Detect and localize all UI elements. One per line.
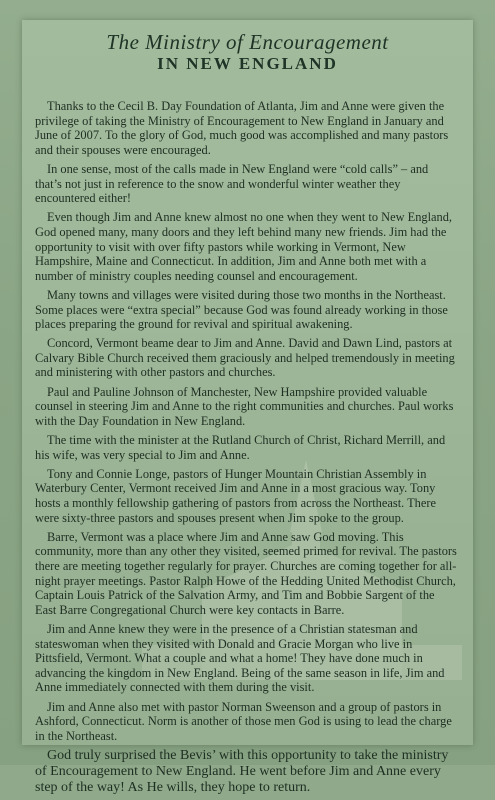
closing-paragraph: God truly surprised the Bevis’ with this opportunity to take the ministry of Encouragement to New England. He went before Jim and Anne every step of the way! As He wills, they hope to return.: [35, 747, 449, 795]
paragraph: Jim and Anne also met with pastor Norman Sweenson and a group of pastors in Ashford, Connecticut. Norm is another of those men God is using to lead the charge in the Northeast.: [35, 699, 452, 743]
paragraph: Concord, Vermont beame dear to Jim and Anne. David and Dawn Lind, pastors at Calvary Bible Church received them graciously and helped tremendously in meeting and ministering with other pastors and churches.: [35, 336, 455, 380]
main-title: IN NEW ENGLAND: [157, 54, 338, 73]
paragraph: The time with the minister at the Rutland Church of Christ, Richard Merrill, and his wife, was very special to Jim and Anne.: [35, 433, 446, 462]
paragraph: Paul and Pauline Johnson of Manchester, New Hampshire provided valuable counsel in steering Jim and Anne to the right communities and churches. Paul works with the Day Foundation in New England.: [35, 384, 454, 428]
paragraph: Even though Jim and Anne knew almost no one when they went to New England, God opened many, many doors and they left behind many new friends. Jim had the opportunity to visit with over fifty pastors while working in Vermont, New Hampshire, Maine and Connecticut. In addition, Jim and Anne both met with a number of ministry couples needing counsel and encouragement.: [35, 210, 453, 283]
paragraph: Barre, Vermont was a place where Jim and Anne saw God moving. This community, more than any other they visited, seemed primed for revival. The pastors there are meeting together regularly for prayer. Churches are coming together for all-night prayer meetings. Pastor Ralph Howe of the Hedding United Methodist Church, Captain Louis Patrick of the Salvation Army, and Tim and Bobbie Sargent of the East Barre Congregational Church were key contacts in Barre.: [35, 529, 457, 617]
paragraph: Many towns and villages were visited during those two months in the Northeast. Some places were “extra special” because God was found already working in those places preparing the ground for revival and spiritual awakening.: [35, 287, 448, 332]
paragraph: In one sense, most of the calls made in New England were “cold calls” – and that’s not just in reference to the snow and wonderful winter weather they encountered either!: [35, 161, 429, 206]
newsletter-panel: [22, 20, 473, 795]
article-body: [35, 99, 458, 800]
paragraph: Thanks to the Cecil B. Day Foundation of Atlanta, Jim and Anne were given the privilege of taking the Ministry of Encouragement to New England in January and June of 2007. To the glory of God, much good was accomplished and many pastors and their spouses were encouraged.: [35, 99, 449, 157]
script-title: The Ministry of Encouragement: [106, 30, 389, 54]
paragraph: Jim and Anne knew they were in the presence of a Christian statesman and stateswoman when they visited with Donald and Gracie Morgan who live in Pittsfield, Vermont. What a couple and what a home! They have done much in advancing the kingdom in New England. Being of the same season in life, Jim and Anne immediately connected with them during the visit.: [35, 621, 445, 695]
paragraph: Tony and Connie Longe, pastors of Hunger Mountain Christian Assembly in Waterbury Center, Vermont received Jim and Anne in a most gracious way. Tony hosts a monthly fellowship gathering of pastors from across the Northeast. There were sixty-three pastors and spouses present when Jim spoke to the group.: [35, 466, 437, 525]
